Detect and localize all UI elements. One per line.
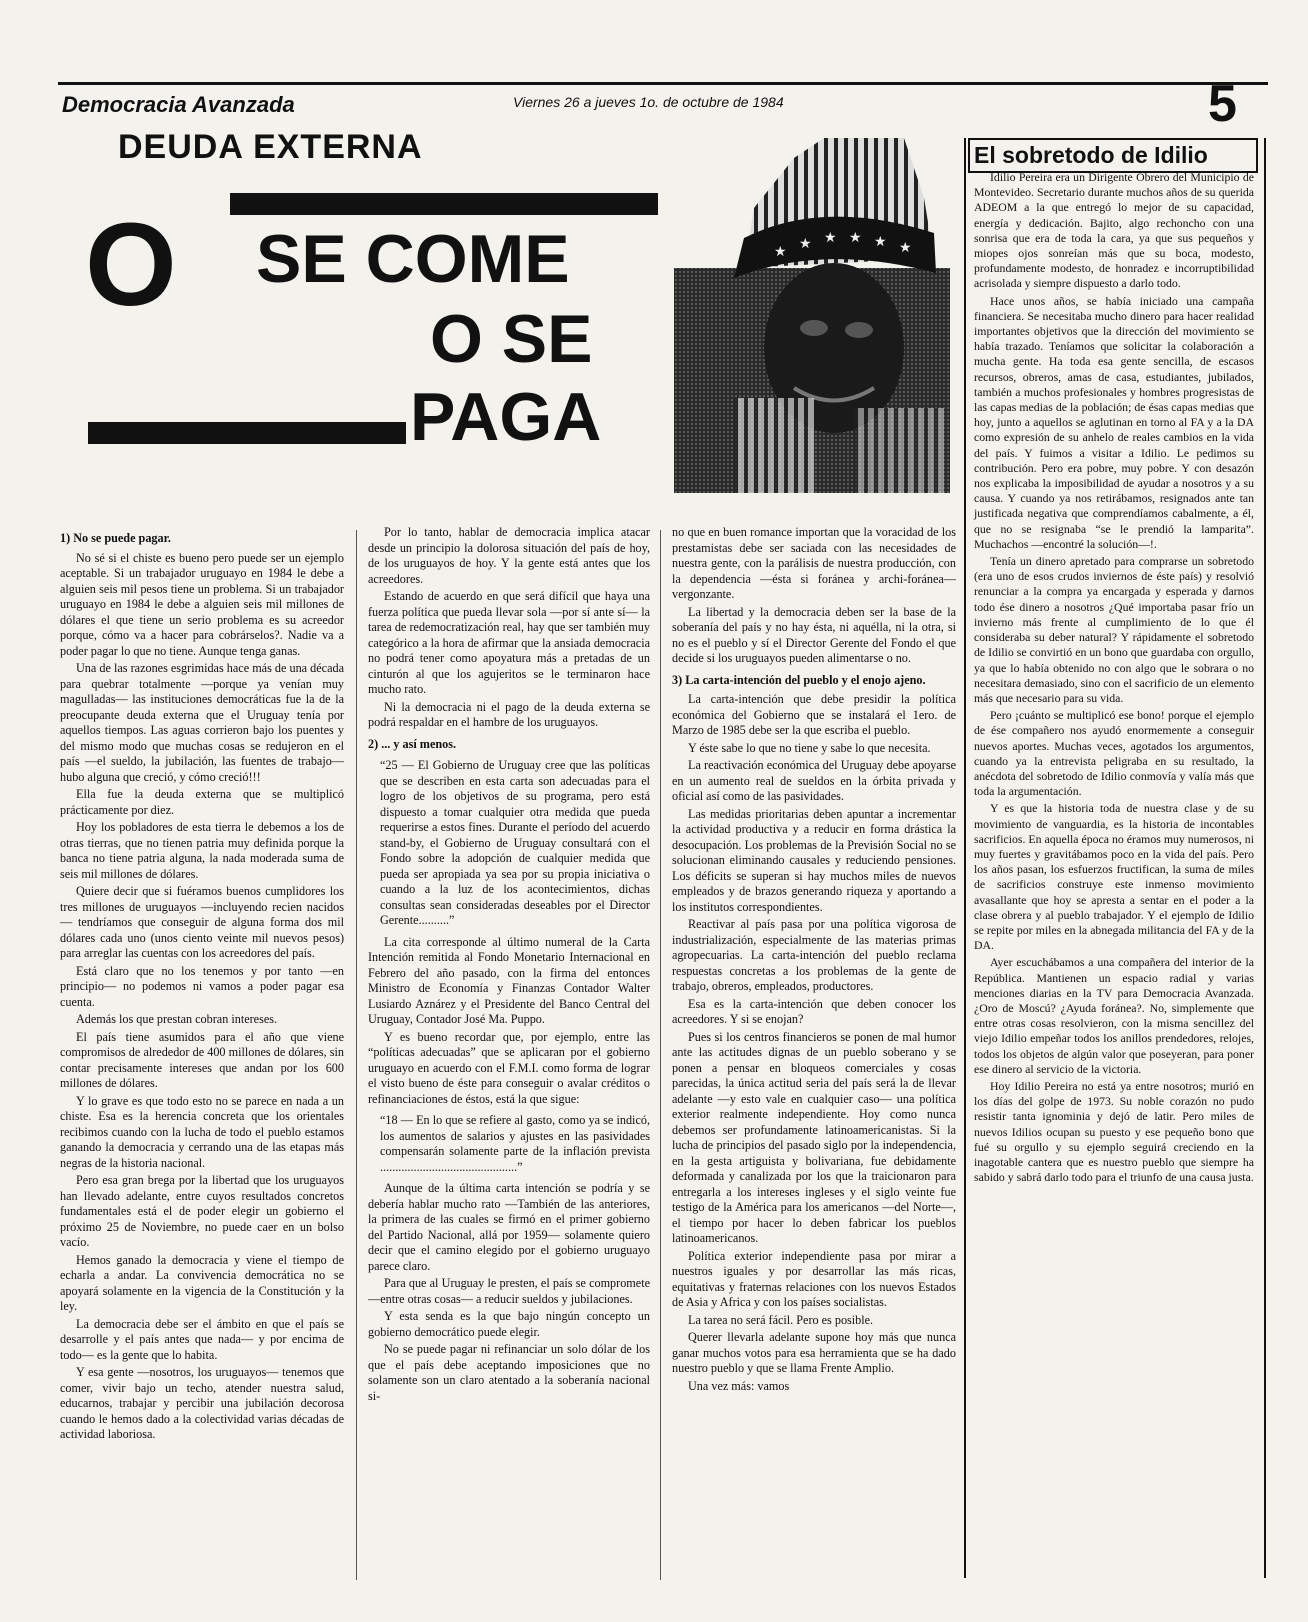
paragraph: Y esa gente —nosotros, los uruguayos— tenemos que comer, vivir bajo un techo, atender nuestra salud, educarnos, trabajar y percibir una jubilación decorosa cuando le hemos dado a la colectividad varias décadas de actividad laboriosa.	[60, 1365, 344, 1441]
paragraph: Aunque de la última carta intención se podría y se debería hablar mucho rato —También de las anteriores, la primera de las cuales se firmó en el primer gobierno del Partido Nacional, allá por 1959— solamente quiero decir que el camino elegido por el gobierno uruguayo parece claro.	[368, 1181, 650, 1273]
uncle-sam-photo	[674, 138, 950, 493]
paragraph: Esa es la carta-intención que deben conocer los acreedores. Y si se enojan?	[672, 996, 956, 1026]
paragraph: Una de las razones esgrimidas hace más de una década para quebrar totalmente —porque ya venían muy magulladas— las instituciones democráticas fue la de la preocupante deuda externa que el Uruguay tenía por aquellos tiempos. Las aguas corrieron bajo los puentes y del mismo modo que muchas cosas se redujeron en el país —el sueldo, la jubilación, las fuentes de trabajo— hubo alguna que creció, y cómo creció!!!	[60, 661, 344, 784]
paragraph: Una vez más: vamos	[688, 1378, 790, 1393]
paragraph: Estando de acuerdo en que será difícil que haya una fuerza política que pueda llevar sola —por sí ante sí— la tarea de redemocratización real, hay que ser también muy categórico a la hora de afirmar que la ansiada democracia no podrá tener como apoyatura más a pretadas de un cinturón al que los agujeritos se le terminaron hace mucho rato.	[368, 589, 650, 696]
headline-line1: SE COME	[256, 221, 570, 297]
headline-line3: PAGA	[410, 379, 602, 455]
column-rule	[660, 530, 661, 1580]
publication-name: Democracia Avanzada	[62, 92, 295, 117]
article-column-2	[368, 525, 650, 1406]
headline-o: O	[85, 199, 177, 331]
paragraph: Pero esa gran brega por la libertad que los uruguayos han llevado adelante, entre cuyos resultados concretos fundamentales está el de poder elegir un gobierno el próximo 25 de Noviembre, no puede caer en un bolso vacío.	[60, 1173, 344, 1249]
paragraph: Ella fue la deuda externa que se multiplicó prácticamente por diez.	[60, 787, 344, 817]
svg-text:★: ★	[774, 244, 787, 260]
sidebar-paragraph: Y es que la historia toda de nuestra clase y de su movimiento de vanguardia, es la historia de incontables sacrificios. En aquella época no éramos muy numerosos, ni muy fuertes y gravitábamos poco en la vida del país. Pero los años pasan, los esfuerzos fructifican, la suma de miles de sacrificios construye este inmenso movimiento avasallante que hoy se apresta a sentar en el poder a la clase obrera y al pueblo trabajador. Y el ejemplo de Idilio se repite por miles en la abnegada militancia del FA y de la DA.	[974, 801, 1254, 953]
paragraph: No se puede pagar ni refinanciar un solo dólar de los que el país debe aceptando imposiciones que no solamente son un claro atentado a la soberanía nacional si-	[368, 1342, 650, 1403]
svg-text:★: ★	[824, 230, 837, 246]
paragraph: Quiere decir que si fuéramos buenos cumplidores los tres millones de uruguayos —incluyendo recien nacidos— tendríamos que conseguir de alguna forma dos mil dólares cada uno (unos ciento veinte mil nuevos pesos) para arreglar las cuentas con los acreedores del país.	[60, 884, 344, 960]
article-column-1	[60, 525, 344, 1445]
sidebar-paragraph: Hoy Idilio Pereira no está ya entre nosotros; murió en los días del golpe de 1973. Su noble corazón no pudo resistir tanta ignominia y dejó de latir. Pero miles de nuevos Idilios ocupan su puesto y ese pequeño bono que fué su orgullo y su ejemplo seguirá creciendo en la inagotable cantera que es nuestro pueblo que siempre ha sabido y sabrá darlo todo para el triunfo de una causa justa.	[974, 1078, 1254, 1185]
sidebar-paragraph: Tenía un dinero apretado para comprarse un sobretodo (era uno de esos crudos inviernos de éste país) y resolvió renunciar a la compra ya encargada y esperada y darnos todo ése dinero a nosotros ¿Qué importaba pasar frío un invierno más frente al cumplimiento de lo que él consideraba su deber natural? Y rápidamente el sobretodo de Idilio se convirtió en un bono que guardaba con orgullo, ya que lo había obtenido no con algo que le sobrara o no necesitara demasiado, sino con el sacrificio de un elemento más que necesario para su vida.	[974, 554, 1254, 705]
subheading: 3) La carta-intención del pueblo y el enojo ajeno.	[672, 672, 926, 687]
paragraph: El país tiene asumidos para el año que viene compromisos de alrededor de 400 millones de dólares, sin contar precisamente intereses que andan por los 600 millones de dólares.	[60, 1029, 344, 1090]
sidebar-paragraph: Idilio Pereira era un Dirigente Obrero del Municipio de Montevideo. Secretario durante muchos años de su querida ADEOM a la que entregó lo mejor de su capacidad, energía y dedicación. Bajito, algo rechoncho con una sonrisa que era de toda la cara, ya que sus pequeños y miopes ojos sonreían más que su boca, modesto, profundamente modesto, de honradez e incorruptibilidad acrisolada y siempre dispuesto a darlo todo.	[974, 170, 1254, 291]
subheading: 2) ... y así menos.	[368, 736, 457, 751]
sidebar-paragraph: Ayer escuchábamos a una compañera del interior de la República. Mantienen un espacio radial y varias menciones diarias en la TV para Democracia Avanzada. ¿Oro de Moscú? ¿Ayuda foránea?. No, simplemente que entre otras cosas resolvieron, con la misma sencillez del viejo Idilio empeñar todos los anillos prendedores, relojes, todos los objetos de algún valor que poseyeran, para poner ese dinero al servicio de la victoria.	[974, 955, 1254, 1076]
paragraph: Y esta senda es la que bajo ningún concepto un gobierno democrático puede elegir.	[368, 1309, 650, 1339]
paragraph: La tarea no será fácil. Pero es posible.	[688, 1312, 874, 1327]
paragraph: Y es bueno recordar que, por ejemplo, entre las “políticas adecuadas” que se aplicaran por el gobierno uruguayo en acuerdo con el F.M.I. como forma de lograr el visto bueno de éste para conseguir o avalar créditos o refinanciaciones de éstos, está la que sigue:	[368, 1029, 650, 1106]
paragraph: Querer llevarla adelante supone hoy más que nunca ganar muchos votos para esa herramienta que se ha dado nuestro pueblo y que se llama Frente Amplio.	[672, 1330, 956, 1375]
paragraph: Pues si los centros financieros se ponen de mal humor ante las actitudes dignas de un pueblo soberano y se ponen a pensar en bloqueos comerciales y cosas parecidas, la única actitud seria del país será la de llevar adelante —y esto vale en cualquier caso— una política exterior realmente independiente. Hoy como nunca debemos ser profundamente latinoamericanistas. Si la lucha de principios del pasado siglo por la independencia, en la gesta artiguista y bolivariana, fue debidamente deformada y canalizada por los que la traicionaron para entregarla a los intereses ingleses y el siglo veinte fue testigo de la América para los americanos —del Norte—, el tiempo por hacer lo deben fabricar los pueblos latinoamericanos.	[672, 1029, 956, 1245]
sidebar-paragraph: Pero ¡cuánto se multiplicó ese bono! porque el ejemplo de ése compañero nos ayudó enormemente a conseguir nuevos aportes. Muchas veces, agotados los argumentos, cuando ya la entrevista peligraba en su resultado, la anécdota del sobretodo de Idilio conmovía y valía más que toda la argumentación.	[974, 708, 1254, 799]
sidebar-title: El sobretodo de Idilio	[968, 138, 1258, 173]
paragraph: Reactivar al país pasa por una política vigorosa de industrialización, especialmente de las materias primas agropecuarias. La carta-intención del pueblo reclama respuestas concretas a los problemas de la gente de trabajo, obreros, empleados, productores.	[672, 917, 956, 993]
svg-text:★: ★	[849, 230, 862, 246]
article-column-3	[672, 525, 956, 1396]
headline-bar-top	[230, 193, 658, 215]
svg-text:★: ★	[799, 236, 812, 252]
paragraph: Está claro que no los tenemos y por tanto —en principio— no podemos ni vamos a poder pagar esa cuenta.	[60, 963, 344, 1009]
issue-date: Viernes 26 a jueves 1o. de octubre de 1984	[513, 94, 784, 110]
paragraph: Las medidas prioritarias deben apuntar a incrementar la actividad productiva y a reducir en forma drástica la desocupación. Los problemas de la Previsión Social no se solucionan eliminando causales y reduciendo pensiones. Los déficits se superan si hay muchos miles de nuevos empleados y de brazos generando riqueza y aportando a los institutos correspondientes.	[672, 806, 956, 914]
paragraph: Ni la democracia ni el pago de la deuda externa se podrá respaldar en el hambre de los uruguayos.	[368, 699, 650, 729]
paragraph: Y lo grave es que todo esto no se parece en nada a un chiste. Esa es la herencia concreta que los orientales recibimos cuando con la lucha de todo el pueblo estamos ganando la democracia y cerrando una de las etapas más negras de la historia nacional.	[60, 1093, 344, 1170]
sidebar-body	[974, 170, 1254, 1187]
section-title: DEUDA EXTERNA	[118, 128, 423, 166]
svg-text:★: ★	[874, 234, 887, 250]
paragraph: Política exterior independiente pasa por mirar a nuestros iguales y por desarrollar las más ricas, equitativas y fraternas relaciones con los nuevos Estados de Asia y Africa y con los países socialistas.	[672, 1248, 956, 1309]
paragraph: Y éste sabe lo que no tiene y sabe lo que necesita.	[688, 740, 931, 755]
headline-line2: O SE	[430, 301, 593, 377]
paragraph: Para que al Uruguay le presten, el país se compromete —entre otras cosas— a reducir sueldos y jubilaciones.	[368, 1276, 650, 1306]
headline-bar-bottom	[88, 422, 406, 444]
column-rule	[356, 530, 357, 1580]
paragraph: La carta-intención que debe presidir la política económica del Gobierno que se instalará el 1ero. de Marzo de 1985 debe ser la que escriba el pueblo.	[672, 692, 956, 737]
subheading: 1) No se puede pagar.	[60, 531, 171, 545]
quoted-paragraph: “25 — El Gobierno de Uruguay cree que las políticas que se describen en esta carta son adecuadas para el logro de los objetivos de su programa, pero está dispuesto a tomar cualquier otra medida que pueda requerirse a estos fines. Durante el período del acuerdo stand-by, el Gobierno de Uruguay consultará con el Fondo sobre la adopción de cualquier medida que pueda ser apropiada ya sea por su propia iniciativa o cuando a la luz de los acontecimientos, dichas consultas sean consideradas deseables por el Director Gerente..........”	[380, 758, 650, 927]
sidebar-paragraph: Hace unos años, se había iniciado una campaña financiera. Se necesitaba mucho dinero para hacer realidad importantes objetivos que la dirección del movimiento se había trazado. Teníamos que solicitar la colaboración a mucha gente. Ha toda esa gente sencilla, de escasos recursos, obreros, amas de casa, estudiantes, jubilados, también a muchos profesionales y hombres progresistas de las capas medias de la población; de ésas capas medias que hoy, junto a aquellos se aglutinan en torno al FA y a la DA como expresión de su anhelo de reales cambios en la vida del país. Y fuimos a visitar a Idilio. Le pedimos su contribución. Pero era pobre, muy pobre. Y con desazón nos explicaba la imposibilidad de ayudar a nosotros y a su causa. Y cuando ya nos retirábamos, resignados ante tan justificada negativa que comprendíamos cabalmente, a él, que no se resignaba “se le prendió la lamparita”. Muchachos —encontré la solución—!.	[974, 293, 1254, 551]
paragraph: No sé si el chiste es bueno pero puede ser un ejemplo aceptable. Si un trabajador uruguayo en 1984 le debe a alguien seis mil pesos tiene un problema. Si un trabajador uruguayo en 1984 le debe a alguien seis mil millones de dólares el que tiene un serio problema es su acreedor porque, cómo va a hacer para cobrárselos?. Nadie va a poder pagar lo que no tiene. Aunque tenga ganas.	[60, 550, 344, 658]
paragraph: La cita corresponde al último numeral de la Carta Intención remitida al Fondo Monetario Internacional en Febrero del año pasado, con la firma del entonces Ministro de Economía y Finanzas Contador Walter Lusiardo Aznárez y el Presidente del Banco Central del Uruguay, Contador José Ma. Puppo.	[368, 934, 650, 1026]
svg-text:★: ★	[899, 240, 912, 256]
paragraph: Hemos ganado la democracia y viene el tiempo de echarla a andar. La convivencia democrática no se apoyará solamente en la vigencia de la Constitución y la ley.	[60, 1252, 344, 1313]
paragraph: Por lo tanto, hablar de democracia implica atacar desde un principio la dolorosa situación del país de hoy, de los uruguayos de hoy. Y la gente está antes que los acreedores.	[368, 525, 650, 586]
masthead-rule	[58, 82, 1268, 85]
paragraph: La libertad y la democracia deben ser la base de la soberanía del país y no hay ésta, ni aquélla, ni la otra, si no es el pueblo y sí el Director Gerente del Fondo el que decide si los uruguayos pueden alimentarse o no.	[672, 604, 956, 665]
paragraph: La democracia debe ser el ámbito en que el país se desarrolle y el país antes que nada— y por encima de todo— es la gente que lo habita.	[60, 1316, 344, 1362]
quoted-paragraph: “18 — En lo que se refiere al gasto, como ya se indicó, los aumentos de salarios y ajustes en las pasividades compensarán solamente parte de la inflación prevista .............................................”	[380, 1113, 650, 1174]
page-number: 5	[1208, 75, 1237, 133]
paragraph: no que en buen romance importan que la voracidad de los prestamistas debe ser saciada con las necesidades de nuestra gente, con la parálisis de nuestra producción, con la dependencia —ésta si foránea y archi-foránea— vergonzante.	[672, 525, 956, 601]
paragraph: La reactivación económica del Uruguay debe apoyarse en un aumento real de sueldos en la órbita privada y oficial así como de las pasividades.	[672, 758, 956, 803]
paragraph: Hoy los pobladores de esta tierra le debemos a los de otras tierras, que no tienen patria muy definida porque la banca no tiene patria alguna, la nada moderada suma de seis mil millones de dólares.	[60, 820, 344, 881]
paragraph: Además los que prestan cobran intereses.	[76, 1012, 278, 1026]
